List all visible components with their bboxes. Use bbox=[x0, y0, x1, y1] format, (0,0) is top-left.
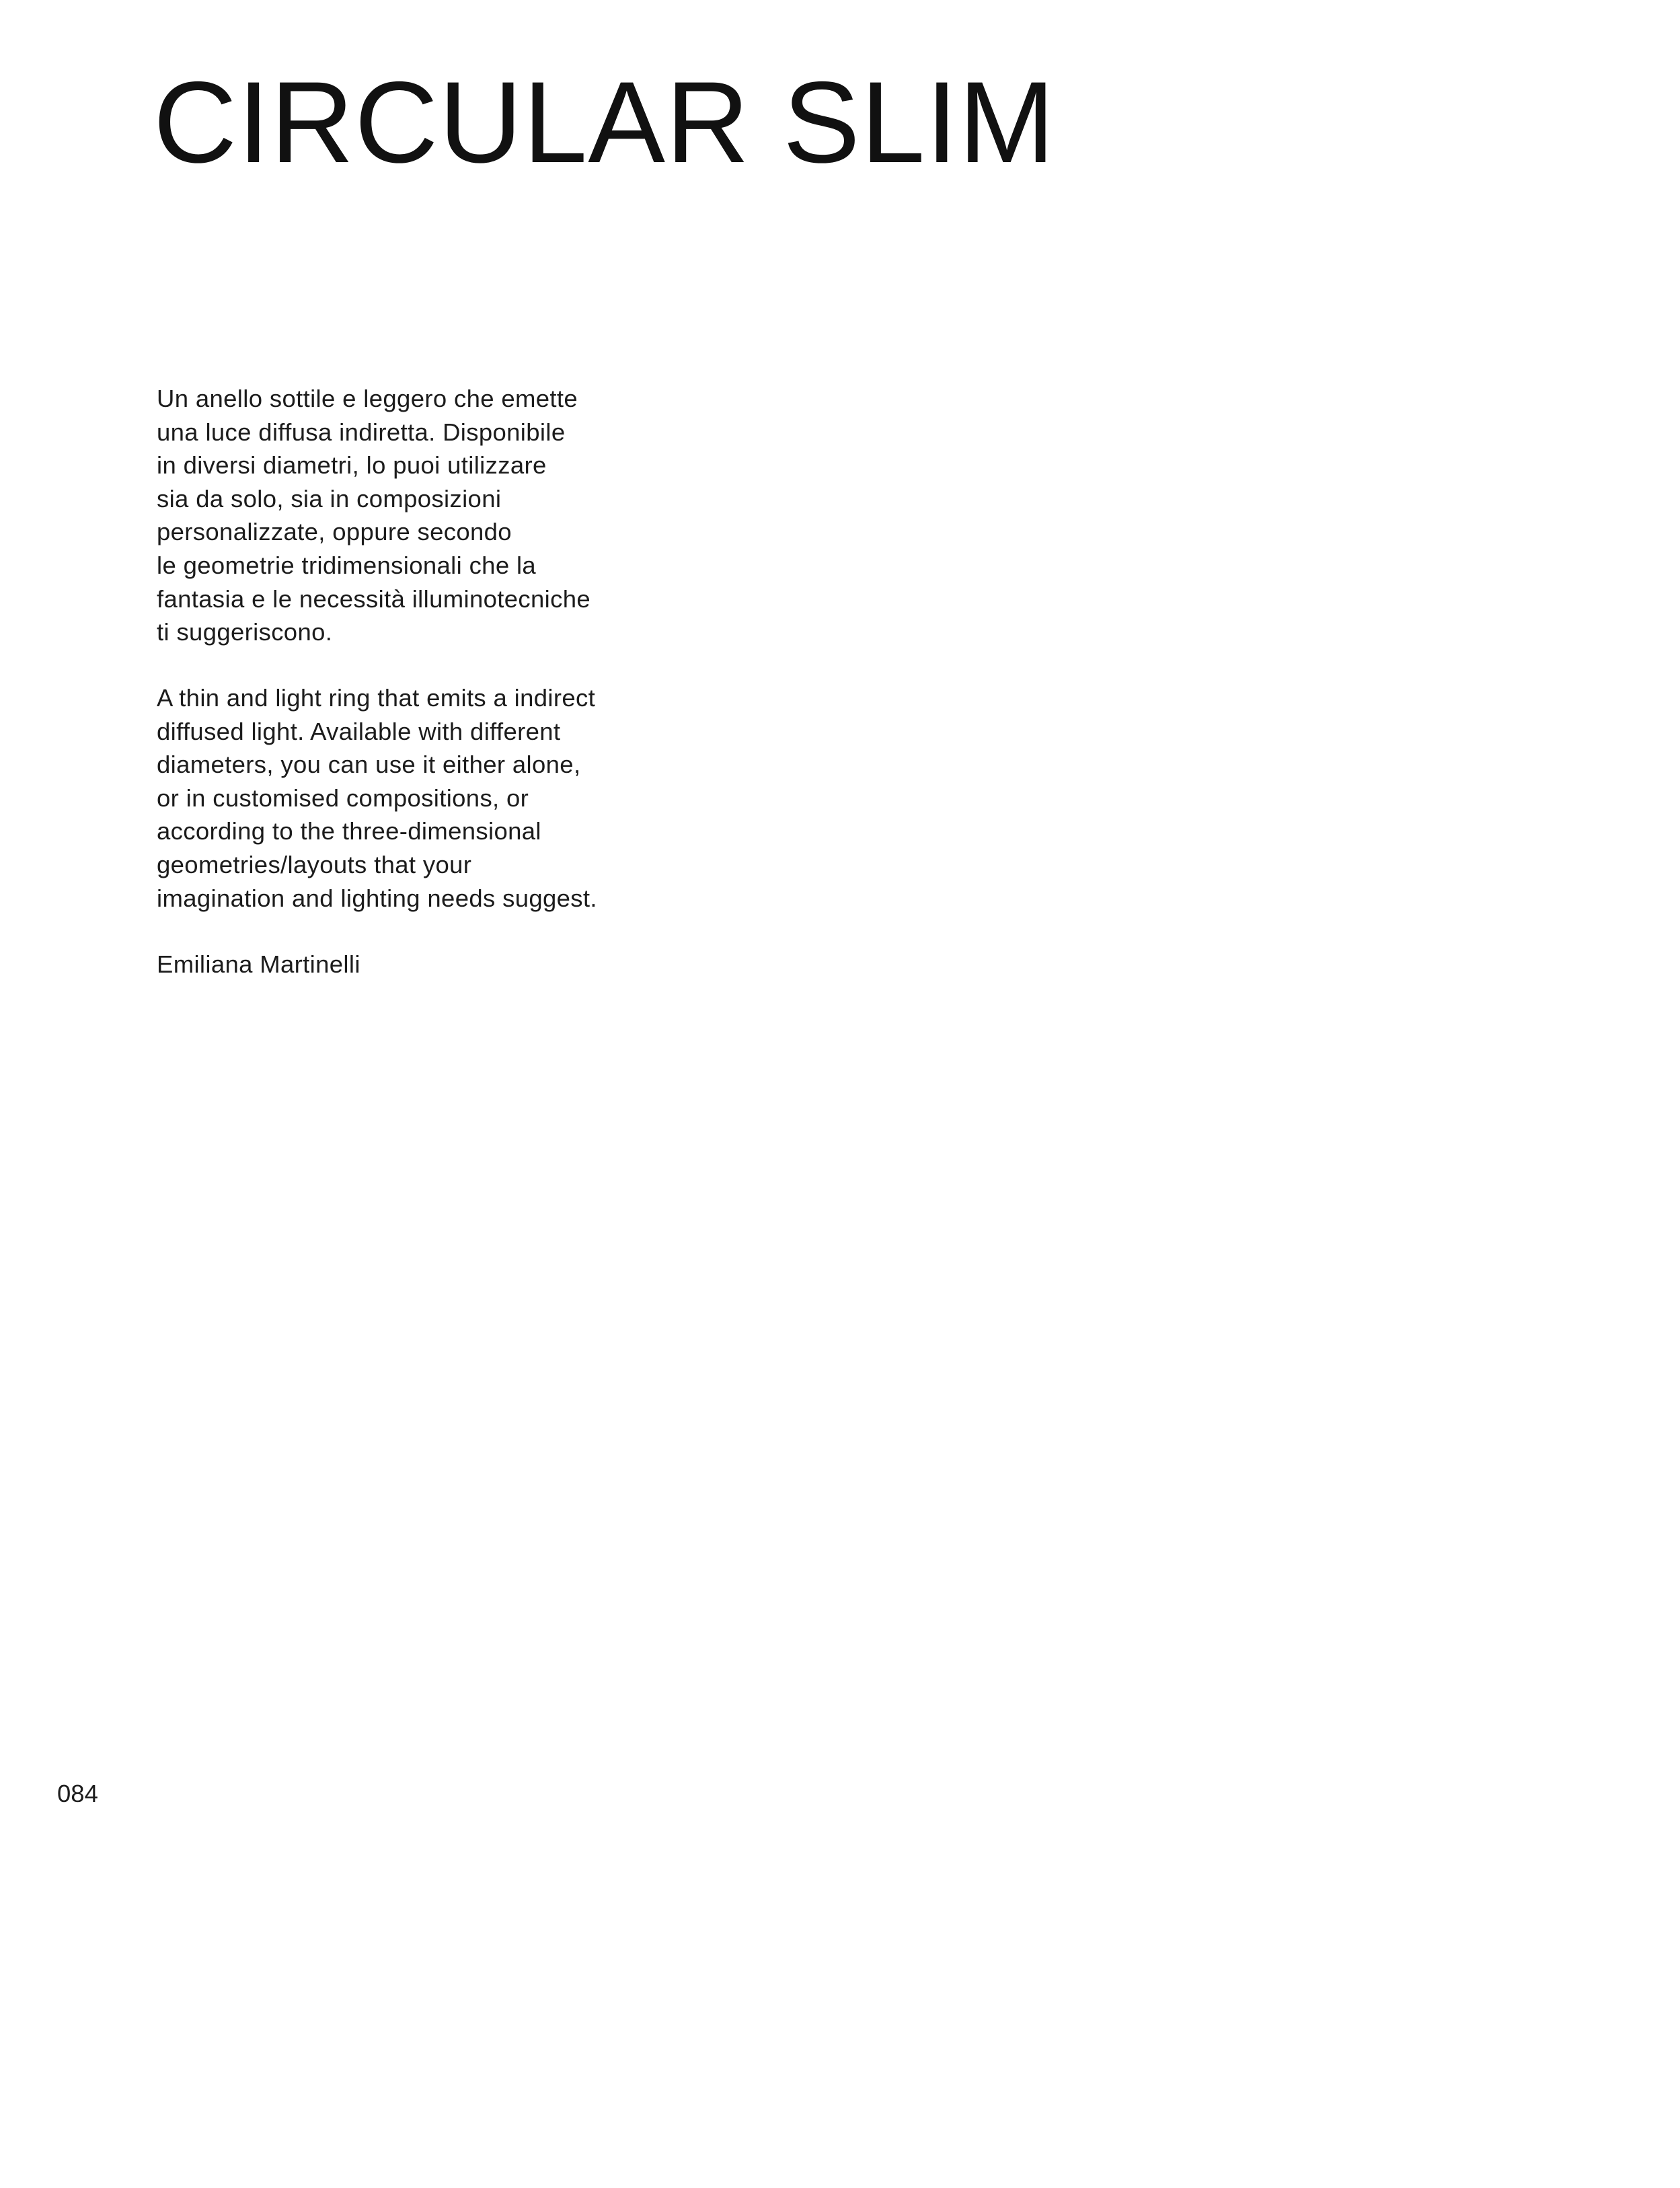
english-description-line: or in customised compositions, or bbox=[157, 784, 529, 812]
designer-name: Emiliana Martinelli bbox=[157, 950, 360, 978]
english-description-line: imagination and lighting needs suggest. bbox=[157, 884, 597, 912]
english-description-line: geometries/layouts that your bbox=[157, 850, 472, 878]
english-description-line: according to the three-dimensional bbox=[157, 817, 541, 845]
italian-description-line: sia da solo, sia in composizioni bbox=[157, 484, 502, 513]
english-description-line: diffused light. Available with different bbox=[157, 717, 561, 745]
italian-description-line: fantasia e le necessità illuminotecniche bbox=[157, 584, 590, 613]
italian-description-line: le geometrie tridimensionali che la bbox=[157, 551, 537, 579]
italian-description-line: una luce diffusa indiretta. Disponibile bbox=[157, 418, 566, 446]
english-description bbox=[157, 681, 668, 915]
italian-description-line: ti suggeriscono. bbox=[157, 618, 333, 646]
english-description-line: diameters, you can use it either alone, bbox=[157, 751, 581, 779]
italian-description bbox=[157, 382, 668, 649]
page-title: CIRCULAR SLIM bbox=[153, 58, 1056, 187]
designer-credit bbox=[157, 948, 668, 981]
english-description-line: A thin and light ring that emits a indirect bbox=[157, 684, 596, 712]
italian-description-line: personalizzate, oppure secondo bbox=[157, 518, 512, 546]
italian-description-line: in diversi diametri, lo puoi utilizzare bbox=[157, 451, 547, 480]
page-number: 084 bbox=[57, 1780, 98, 1807]
italian-description-line: Un anello sottile e leggero che emette bbox=[157, 385, 578, 412]
